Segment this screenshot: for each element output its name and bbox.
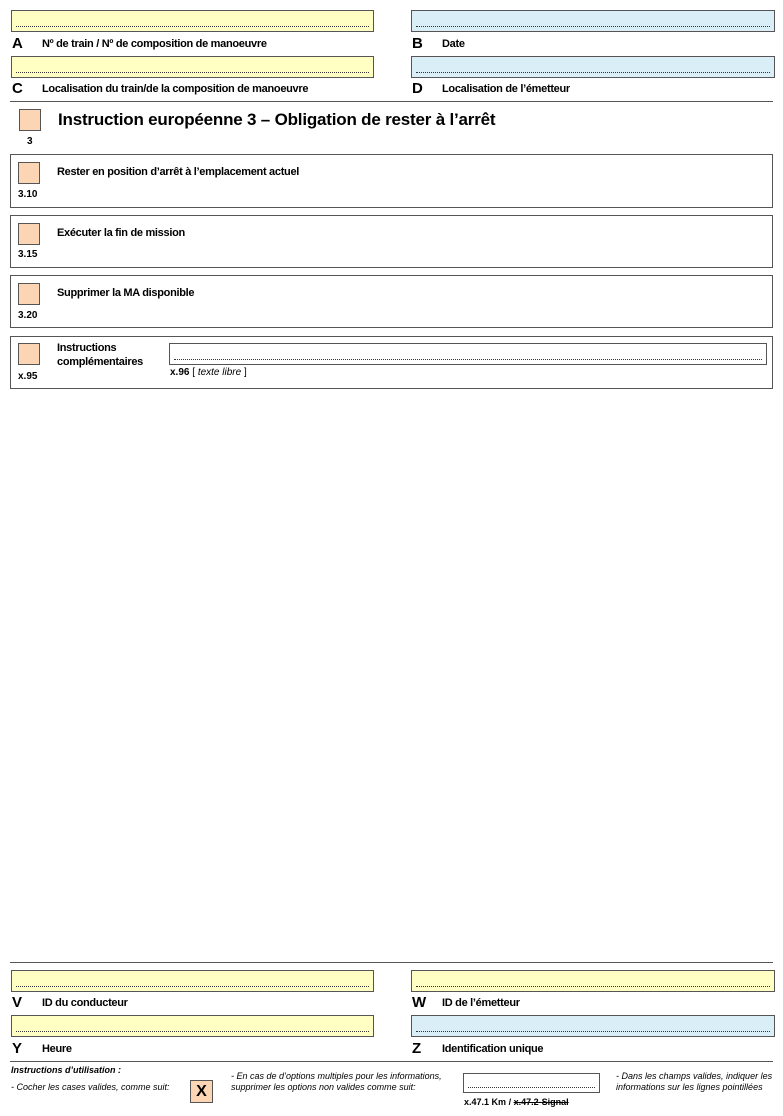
- train-number-field[interactable]: [11, 10, 374, 32]
- complementary-field-code: x.96: [170, 367, 190, 378]
- field-letter-d: D: [412, 80, 423, 97]
- complementary-field-hint: texte libre: [197, 367, 242, 378]
- driver-id-label: ID du conducteur: [42, 997, 128, 1009]
- option-code: 3.10: [18, 189, 38, 200]
- usage-fields-instruction: - Dans les champs valides, indiquer les informations sur les lignes pointillées: [616, 1071, 773, 1092]
- field-letter-w: W: [412, 994, 427, 1011]
- example-separator: /: [508, 1097, 512, 1107]
- complementary-text-field[interactable]: [169, 343, 767, 365]
- option-row-3-10: [10, 154, 773, 208]
- issuer-location-label: Localisation de l’émetteur: [442, 83, 570, 95]
- field-letter-y: Y: [12, 1040, 23, 1057]
- usage-divider: [10, 1061, 773, 1062]
- issuer-id-field[interactable]: [411, 970, 775, 992]
- unique-id-field[interactable]: [411, 1015, 775, 1037]
- field-letter-c: C: [12, 80, 23, 97]
- example-field-caption: [464, 1097, 569, 1107]
- complementary-label-line2: complémentaires: [57, 356, 143, 368]
- option-code: 3.15: [18, 249, 38, 260]
- field-letter-v: V: [12, 994, 23, 1011]
- option-3-20-checkbox[interactable]: [18, 283, 40, 305]
- complementary-code: x.95: [18, 371, 38, 382]
- field-letter-a: A: [12, 35, 23, 52]
- option-3-10-checkbox[interactable]: [18, 162, 40, 184]
- issuer-id-label: ID de l’émetteur: [442, 997, 520, 1009]
- example-word-1: Km: [491, 1097, 507, 1107]
- instruction-title: Instruction européenne 3 – Obligation de rester à l’arrêt: [58, 110, 496, 129]
- instruction-code: 3: [27, 136, 33, 147]
- option-row-3-20: [10, 275, 773, 328]
- instruction-3-checkbox[interactable]: [19, 109, 41, 131]
- option-label: Rester en position d’arrêt à l’emplacement actuel: [57, 166, 300, 178]
- complementary-field-caption: x.96 [ texte libre ]: [170, 367, 247, 378]
- usage-title: Instructions d’utilisation :: [11, 1065, 121, 1075]
- issuer-location-field[interactable]: [411, 56, 775, 78]
- time-label: Heure: [42, 1043, 72, 1055]
- option-code: 3.20: [18, 310, 38, 321]
- field-letter-b: B: [412, 35, 423, 52]
- option-label: Exécuter la fin de mission: [57, 227, 185, 239]
- field-letter-z: Z: [412, 1040, 422, 1057]
- date-label: Date: [442, 38, 465, 50]
- usage-options-instruction: - En cas de d’options multiples pour les informations, supprimer les options non valides comme suit:: [231, 1071, 442, 1092]
- option-row-complementary: [10, 336, 773, 389]
- train-location-field[interactable]: [11, 56, 374, 78]
- train-number-label: Nº de train / Nº de composition de manoeuvre: [42, 38, 267, 50]
- complementary-checkbox[interactable]: [18, 343, 40, 365]
- option-3-15-checkbox[interactable]: [18, 223, 40, 245]
- usage-check-instruction: - Cocher les cases valides, comme suit:: [11, 1082, 170, 1092]
- footer-divider: [10, 962, 773, 963]
- example-checked-box: X: [190, 1080, 213, 1103]
- example-struck-option: x.47.2-Signal: [513, 1097, 569, 1107]
- option-label: Supprimer la MA disponible: [57, 287, 195, 299]
- time-field[interactable]: [11, 1015, 374, 1037]
- header-divider: [10, 101, 773, 102]
- train-location-label: Localisation du train/de la composition de manoeuvre: [42, 83, 309, 95]
- option-row-3-15: [10, 215, 773, 268]
- complementary-label-line1: Instructions: [57, 342, 117, 354]
- example-code-1: x.47.1: [464, 1097, 490, 1107]
- example-field: [463, 1073, 600, 1093]
- unique-id-label: Identification unique: [442, 1043, 544, 1055]
- driver-id-field[interactable]: [11, 970, 374, 992]
- date-field[interactable]: [411, 10, 775, 32]
